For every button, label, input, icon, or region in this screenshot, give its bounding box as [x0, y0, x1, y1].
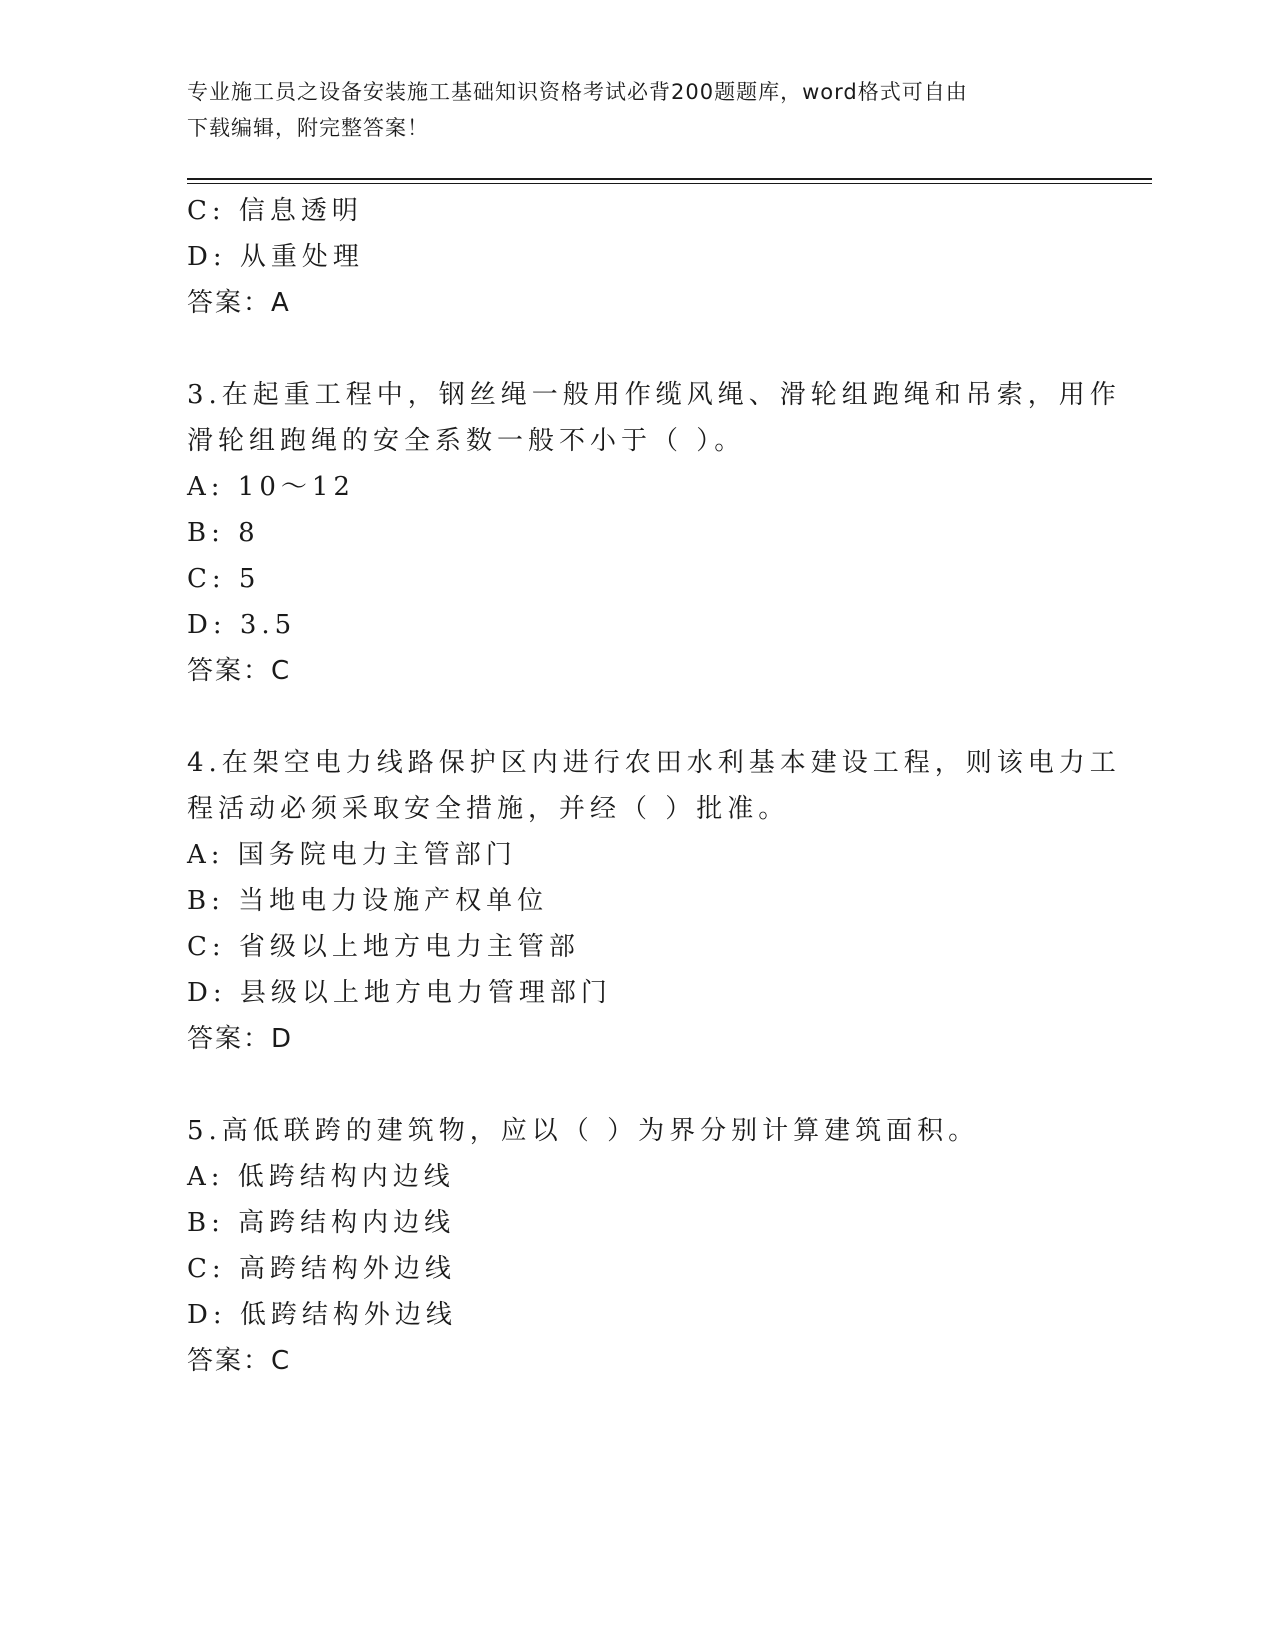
answer-label: 答案：C	[187, 656, 292, 686]
question-stem-line: 5.高低联跨的建筑物，应以（ ）为界分别计算建筑面积。	[187, 1116, 980, 1146]
option-c: C: 5	[187, 564, 261, 594]
option-d: D: 3.5	[187, 610, 297, 640]
option-c: C: 信息透明	[187, 196, 363, 226]
answer-label: 答案：C	[187, 1346, 292, 1376]
question-block	[187, 1108, 1087, 1384]
question-block-partial	[187, 188, 1087, 326]
question-list	[187, 188, 1121, 1384]
question-gap	[187, 1062, 1087, 1108]
question-gap	[187, 694, 1087, 740]
option-d: D: 县级以上地方电力管理部门	[187, 978, 612, 1008]
option-d: D: 低跨结构外边线	[187, 1300, 457, 1330]
option-b: B: 8	[187, 518, 260, 548]
option-a: A: 低跨结构内边线	[187, 1162, 455, 1192]
answer-label: 答案：A	[187, 288, 291, 318]
question-stem-line: 程活动必须采取安全措施，并经（ ）批准。	[187, 794, 790, 824]
header-rule-thick	[187, 178, 1152, 180]
document-header	[187, 74, 1067, 146]
question-block	[187, 372, 1121, 694]
option-d: D: 从重处理	[187, 242, 364, 272]
header-line-2: 下载编辑，附完整答案！	[187, 116, 429, 140]
question-stem-line: 滑轮组跑绳的安全系数一般不小于（ ）。	[187, 426, 746, 456]
option-c: C: 高跨结构外边线	[187, 1254, 456, 1284]
answer-label: 答案：D	[187, 1024, 294, 1054]
question-stem-line: 4.在架空电力线路保护区内进行农田水利基本建设工程，则该电力工	[187, 748, 1121, 778]
option-c: C: 省级以上地方电力主管部	[187, 932, 580, 962]
question-stem-line: 3.在起重工程中，钢丝绳一般用作缆风绳、滑轮组跑绳和吊索，用作	[187, 380, 1121, 410]
option-a: A: 10～12	[187, 472, 355, 502]
question-gap	[187, 326, 1087, 372]
option-b: B: 当地电力设施产权单位	[187, 886, 549, 916]
header-line-1: 专业施工员之设备安装施工基础知识资格考试必背200题题库，word格式可自由	[187, 80, 968, 104]
header-rule-thin	[187, 183, 1152, 184]
question-block	[187, 740, 1121, 1062]
option-b: B: 高跨结构内边线	[187, 1208, 456, 1238]
option-a: A: 国务院电力主管部门	[187, 840, 517, 870]
